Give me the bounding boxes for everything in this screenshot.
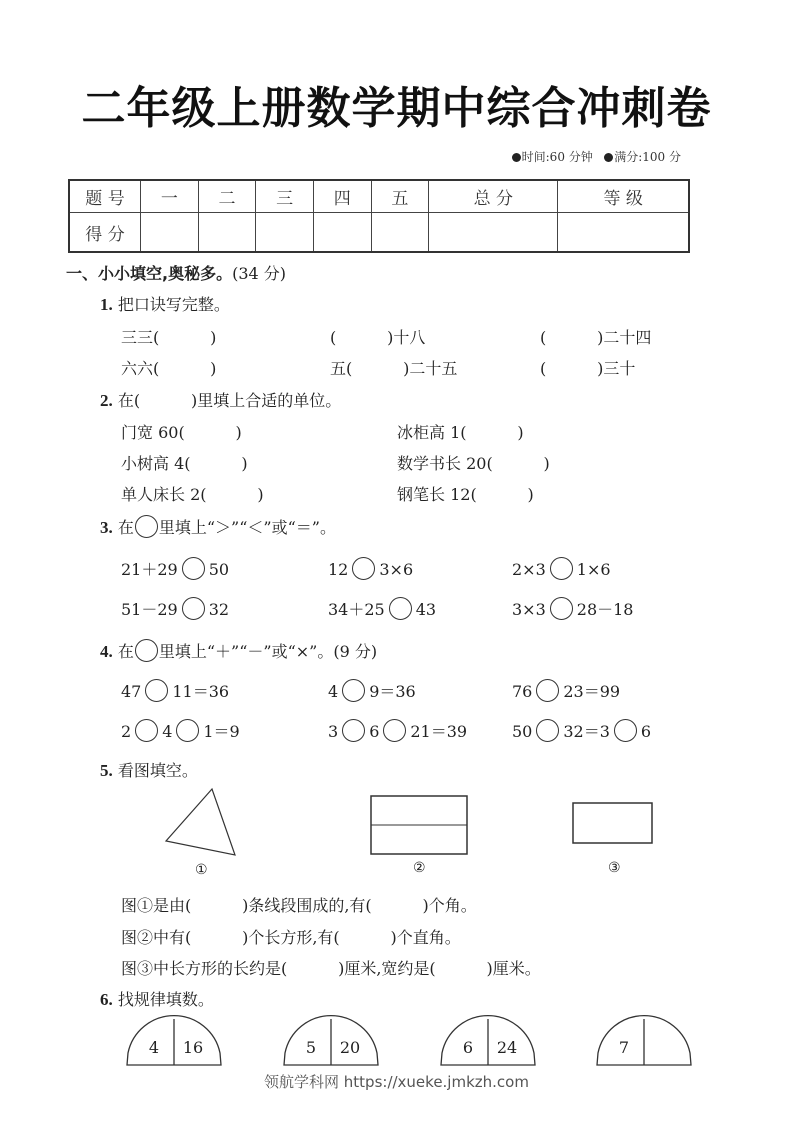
pattern-number: 5	[305, 1038, 317, 1057]
expr-left: 34＋25	[328, 600, 385, 619]
blank-item[interactable]: 冰柜高 1( )	[397, 423, 524, 442]
blank-item[interactable]: 单人床长 2( )	[121, 485, 264, 504]
full-score: 满分:100 分	[614, 150, 681, 164]
operand: 21＝39	[410, 722, 468, 741]
question-6	[100, 987, 214, 1010]
header-cell: 五	[371, 180, 429, 213]
section-points: (34 分)	[232, 264, 287, 283]
operand: 3	[328, 722, 339, 741]
operand: 32＝3	[563, 722, 610, 741]
fill-line[interactable]: 图②中有( )个长方形,有( )个直角。	[121, 928, 461, 947]
header-cell: 二	[198, 180, 256, 213]
q-text: 里填上“＞”“＜”或“＝”。	[158, 518, 336, 537]
operand: 4	[162, 722, 173, 741]
q-text: 在	[117, 642, 134, 661]
row-label: 得 分	[69, 213, 141, 253]
blank-item[interactable]: ( )十八	[330, 328, 426, 347]
figure-label: ③	[608, 860, 621, 876]
fill-line[interactable]: 图①是由( )条线段围成的,有( )个角。	[121, 896, 477, 915]
operand: 76	[512, 682, 533, 701]
blank-item[interactable]: 六六( )	[121, 359, 217, 378]
operand: 6	[640, 722, 652, 741]
q-text: 在( )里填上合适的单位。	[117, 391, 342, 410]
q-num: 5.	[100, 761, 113, 780]
fill-line[interactable]: 图③中长方形的长约是( )厘米,宽约是( )厘米。	[121, 959, 541, 978]
blank-item[interactable]: 数学书长 20( )	[397, 454, 550, 473]
header-cell: 等 级	[558, 180, 689, 213]
q-text: 找规律填数。	[117, 990, 214, 1009]
blank-item[interactable]: ( )三十	[540, 359, 636, 378]
blank-item[interactable]: ( )二十四	[540, 328, 652, 347]
expr-right: 50	[208, 560, 230, 579]
expr-right: 1×6	[576, 560, 611, 579]
pattern-answer: 24	[496, 1038, 518, 1057]
header-cell: 四	[313, 180, 371, 213]
blank-item[interactable]: 五( )二十五	[330, 359, 458, 378]
operand: 9＝36	[369, 682, 416, 701]
figure-label: ②	[413, 860, 426, 876]
figure-label: ①	[195, 862, 208, 878]
expr-left: 3×3	[512, 600, 546, 619]
q-num: 3.	[100, 518, 113, 537]
operand: 50	[512, 722, 533, 741]
header-cell: 三	[256, 180, 314, 213]
operand: 47	[121, 682, 142, 701]
q-text: 里填上“＋”“－”或“×”。(9 分)	[158, 642, 378, 661]
pattern-number: 7	[618, 1038, 630, 1057]
watermark: 领航学科网 https://xueke.jmkzh.com	[264, 1073, 529, 1091]
q-num: 4.	[100, 642, 113, 661]
operand: 1＝9	[203, 722, 240, 741]
header-cell: 一	[141, 180, 199, 213]
q-text: 把口诀写完整。	[117, 295, 230, 314]
expr-left: 21＋29	[121, 560, 178, 579]
header-cell: 总 分	[429, 180, 558, 213]
operand: 4	[328, 682, 339, 701]
expr-left: 12	[328, 560, 349, 579]
expr-right: 43	[415, 600, 437, 619]
time-limit: 时间:60 分钟	[521, 150, 593, 164]
pattern-answer: 16	[182, 1038, 204, 1057]
blank-item[interactable]: 小树高 4( )	[121, 454, 248, 473]
q-text: 看图填空。	[117, 761, 198, 780]
triangle-figure	[166, 789, 235, 855]
blank-item[interactable]: 钢笔长 12( )	[397, 485, 534, 504]
pattern-number: 6	[462, 1038, 474, 1057]
q-num: 2.	[100, 391, 113, 410]
expr-right: 32	[208, 600, 230, 619]
operand: 6	[369, 722, 380, 741]
q-text: 在	[117, 518, 134, 537]
section-title: 一、小小填空,奥秘多。	[66, 264, 233, 283]
expr-right: 3×6	[379, 560, 414, 579]
expr-left: 51－29	[121, 600, 178, 619]
blank-item[interactable]: 门宽 60( )	[121, 423, 242, 442]
expr-right: 28－18	[576, 600, 634, 619]
blank-item[interactable]: 三三( )	[121, 328, 217, 347]
operand: 23＝99	[563, 682, 621, 701]
page-title: 二年级上册数学期中综合冲刺卷	[81, 83, 712, 134]
rectangle-figure-3	[573, 803, 652, 843]
pattern-number: 4	[148, 1038, 160, 1057]
pattern-answer: 20	[339, 1038, 361, 1057]
expr-left: 2×3	[512, 560, 546, 579]
operand: 2	[121, 722, 132, 741]
header-cell: 题 号	[69, 180, 141, 213]
operand: 11＝36	[172, 682, 230, 701]
q-num: 6.	[100, 990, 113, 1009]
q-num: 1.	[100, 295, 113, 314]
